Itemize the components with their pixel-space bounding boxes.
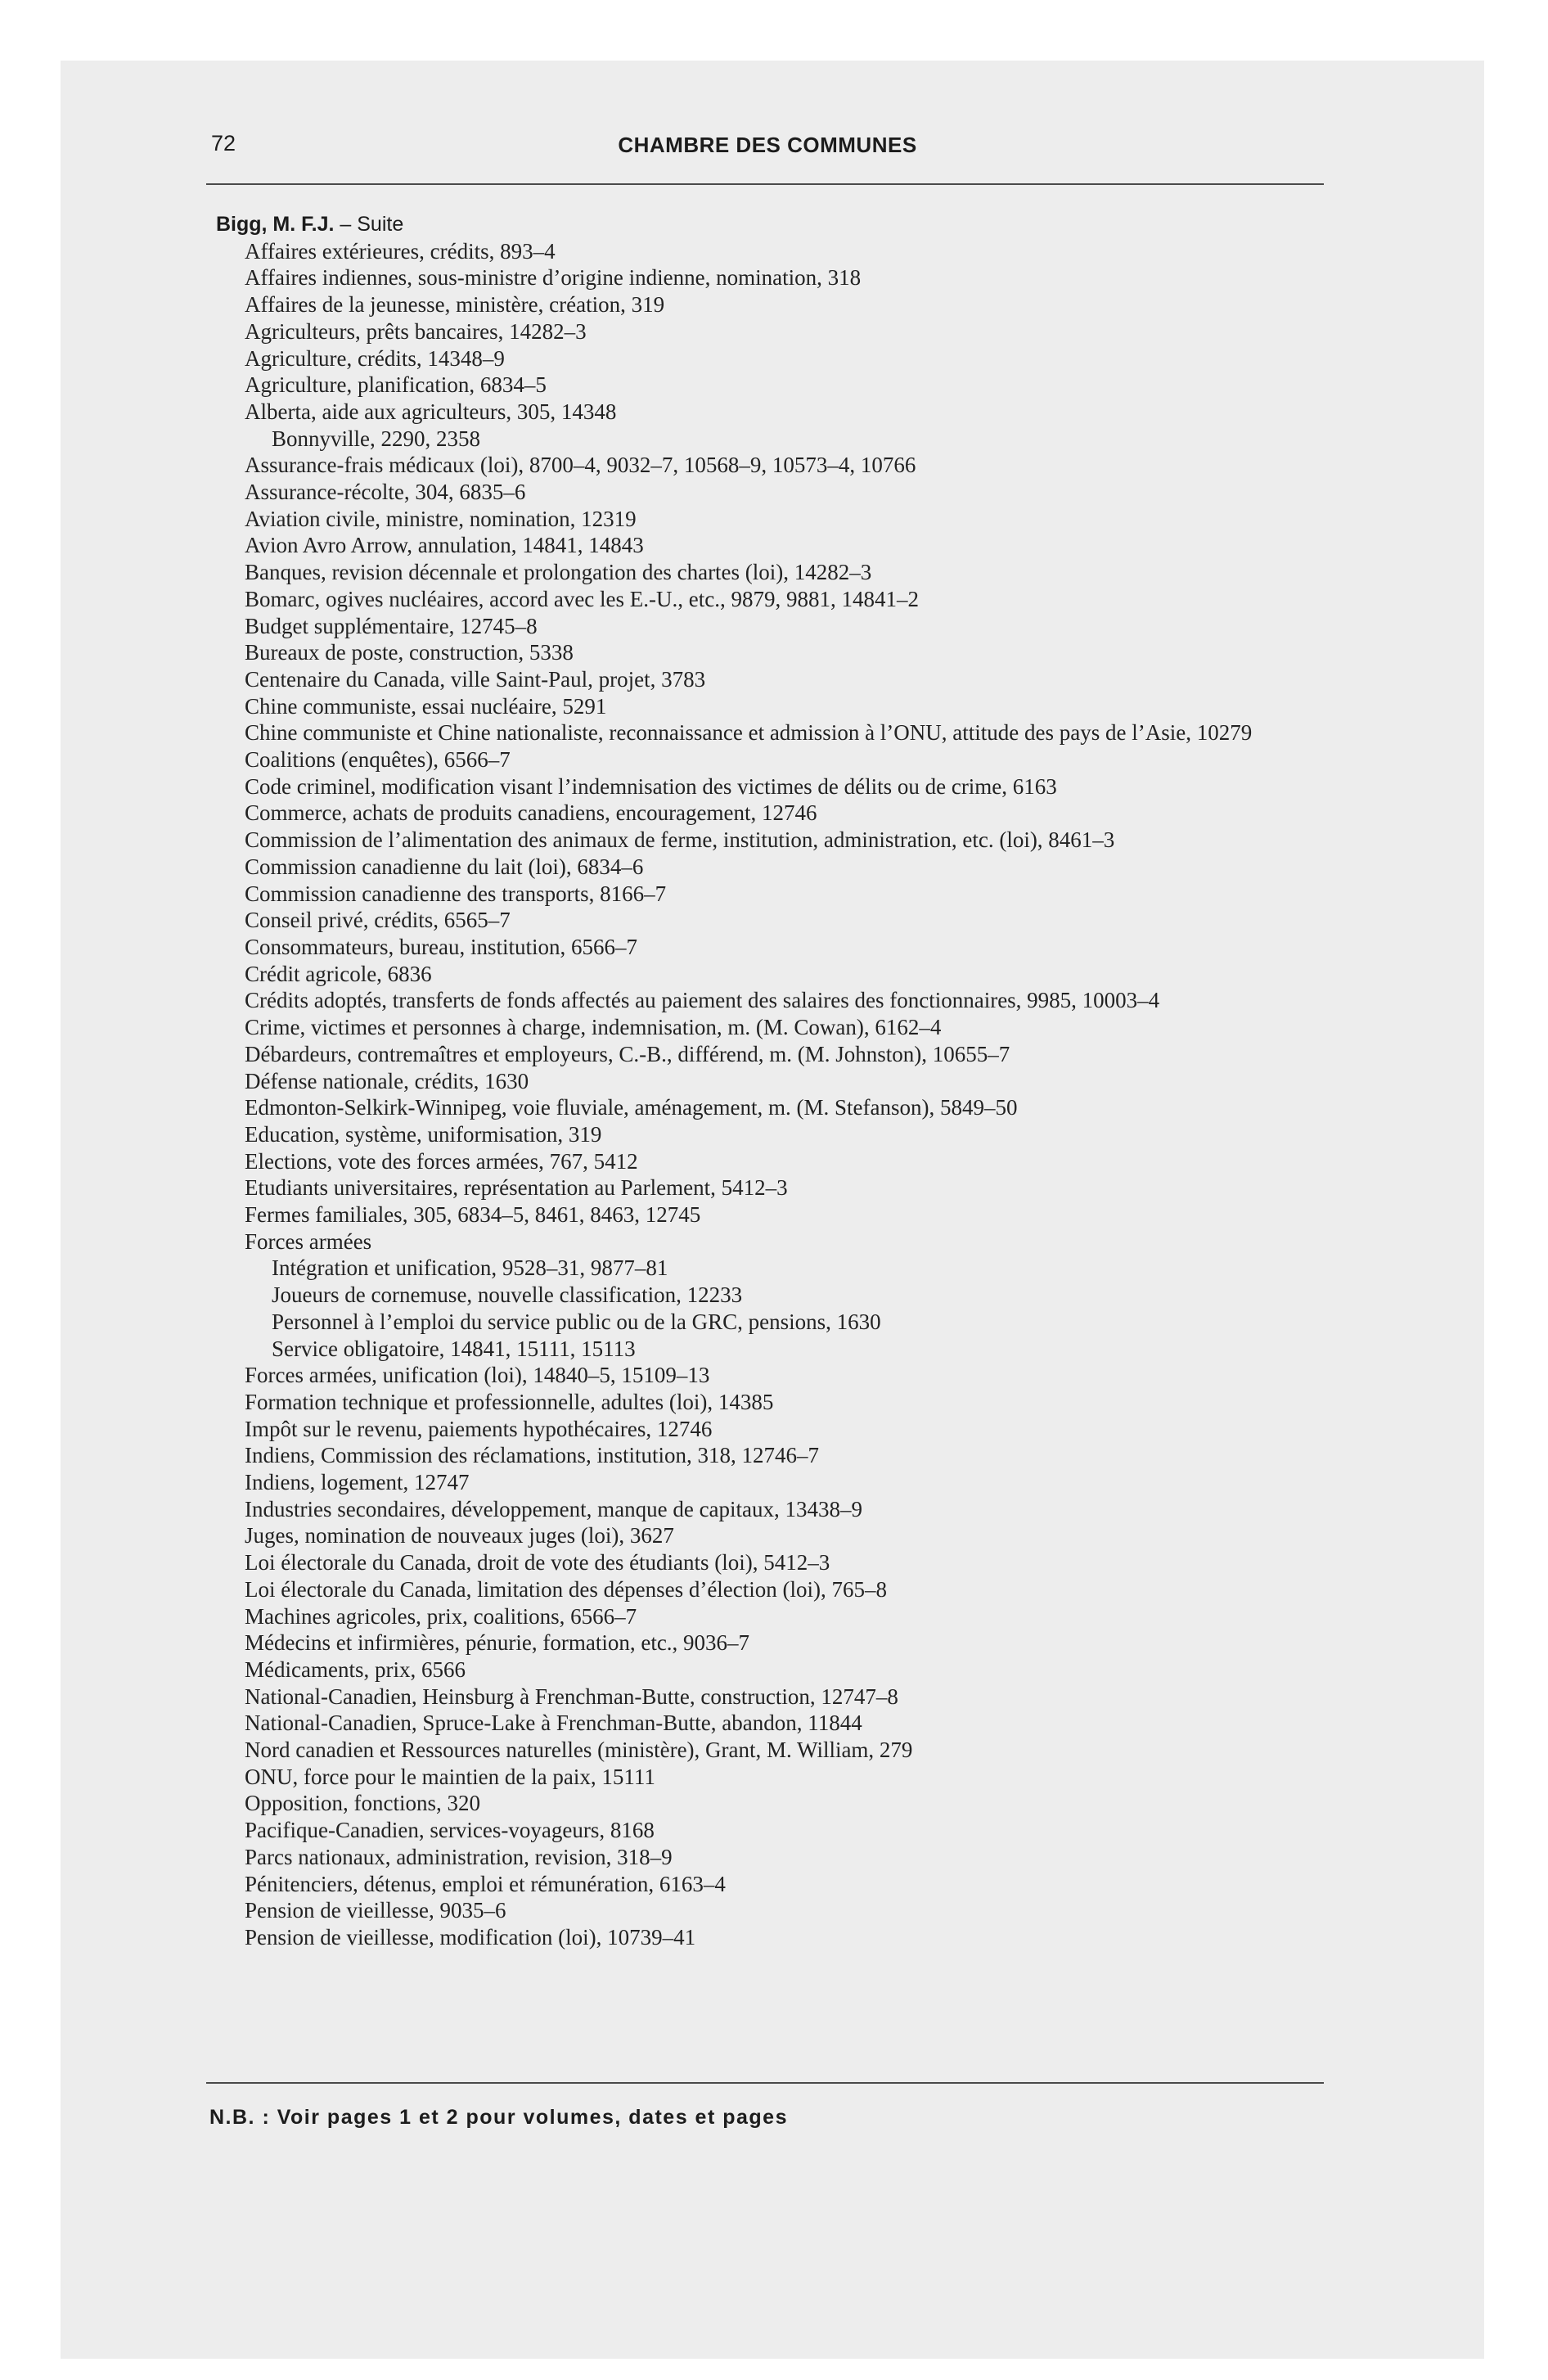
index-entry: Commission canadienne du lait (loi), 6834–6 — [245, 854, 644, 879]
index-entry: Loi électorale du Canada, droit de vote des étudiants (loi), 5412–3 — [245, 1550, 830, 1575]
index-entry: Conseil privé, crédits, 6565–7 — [245, 908, 511, 933]
index-entry: Juges, nomination de nouveaux juges (loi), 3627 — [245, 1523, 674, 1548]
index-entry: Crime, victimes et personnes à charge, indemnisation, m. (M. Cowan), 6162–4 — [245, 1015, 942, 1040]
index-entry: Formation technique et professionnelle, adultes (loi), 14385 — [245, 1389, 774, 1414]
index-entry: Elections, vote des forces armées, 767, 5412 — [245, 1148, 638, 1174]
index-column — [216, 211, 1329, 1951]
heading-name: Bigg, M. F.J. — [216, 213, 335, 236]
index-entry: Chine communiste, essai nucléaire, 5291 — [245, 693, 607, 719]
index-entry: National-Canadien, Spruce-Lake à Frenchman-Butte, abandon, 11844 — [245, 1711, 862, 1736]
index-entry: Forces armées, unification (loi), 14840–5, 15109–13 — [245, 1363, 710, 1388]
index-entry: Impôt sur le revenu, paiements hypothécaires, 12746 — [245, 1416, 713, 1441]
index-entry: Pension de vieillesse, 9035–6 — [245, 1898, 506, 1923]
index-entry: National-Canadien, Heinsburg à Frenchman-Butte, construction, 12747–8 — [245, 1684, 898, 1709]
index-entry: Nord canadien et Ressources naturelles (ministère), Grant, M. William, 279 — [245, 1738, 913, 1763]
footnote: N.B. : Voir pages 1 et 2 pour volumes, dates et pages — [209, 2106, 788, 2129]
index-entry: Commission canadienne des transports, 8166–7 — [245, 881, 667, 906]
index-subentry: Intégration et unification, 9528–31, 9877–81 — [272, 1255, 668, 1281]
index-entry: Indiens, logement, 12747 — [245, 1470, 470, 1495]
index-entry: Assurance-frais médicaux (loi), 8700–4, 9032–7, 10568–9, 10573–4, 10766 — [245, 453, 916, 478]
index-entry: Code criminel, modification visant l’indemnisation des victimes de délits ou de crime, 6163 — [245, 773, 1057, 799]
index-entry: Crédits adoptés, transferts de fonds affectés au paiement des salaires des fonctionnaires, 9985, 10003–4 — [245, 988, 1160, 1013]
index-entry: Bomarc, ogives nucléaires, accord avec les E.-U., etc., 9879, 9881, 14841–2 — [245, 586, 919, 611]
running-head: CHAMBRE DES COMMUNES — [618, 133, 917, 157]
index-entry: Médecins et infirmières, pénurie, formation, etc., 9036–7 — [245, 1630, 750, 1656]
index-entry: ONU, force pour le maintien de la paix, 15111 — [245, 1764, 655, 1789]
header-rule — [206, 183, 1324, 185]
index-entry: Etudiants universitaires, représentation au Parlement, 5412–3 — [245, 1175, 788, 1201]
index-entry: Agriculture, crédits, 14348–9 — [245, 345, 505, 371]
index-entry: Débardeurs, contremaîtres et employeurs, C.-B., différend, m. (M. Johnston), 10655–7 — [245, 1041, 1010, 1066]
index-entry: Budget supplémentaire, 12745–8 — [245, 613, 538, 638]
index-entry: Alberta, aide aux agriculteurs, 305, 14348 — [245, 399, 617, 424]
index-entry: Affaires de la jeunesse, ministère, création, 319 — [245, 292, 665, 318]
index-subentry: Personnel à l’emploi du service public ou de la GRC, pensions, 1630 — [272, 1309, 881, 1334]
index-entry: Education, système, uniformisation, 319 — [245, 1121, 602, 1147]
index-entry: Bureaux de poste, construction, 5338 — [245, 640, 574, 665]
index-entry: Edmonton-Selkirk-Winnipeg, voie fluviale, aménagement, m. (M. Stefanson), 5849–50 — [245, 1095, 1018, 1120]
index-entry: Crédit agricole, 6836 — [245, 961, 432, 986]
index-entry: Commerce, achats de produits canadiens, encouragement, 12746 — [245, 800, 817, 826]
index-entry: Centenaire du Canada, ville Saint-Paul, projet, 3783 — [245, 666, 706, 692]
index-entry: Affaires extérieures, crédits, 893–4 — [245, 238, 556, 264]
index-entry: Forces armées — [245, 1228, 372, 1254]
index-entry: Loi électorale du Canada, limitation des dépenses d’élection (loi), 765–8 — [245, 1576, 888, 1602]
index-entry: Avion Avro Arrow, annulation, 14841, 14843 — [245, 533, 644, 558]
index-entry: Agriculture, planification, 6834–5 — [245, 372, 547, 398]
heading-suffix: – Suite — [334, 213, 404, 236]
footer-rule — [206, 2082, 1324, 2084]
index-entry: Consommateurs, bureau, institution, 6566–7 — [245, 934, 637, 959]
index-entry: Défense nationale, crédits, 1630 — [245, 1068, 529, 1093]
index-entry: Pacifique-Canadien, services-voyageurs, 8168 — [245, 1818, 655, 1843]
index-entry: Indiens, Commission des réclamations, institution, 318, 12746–7 — [245, 1443, 819, 1468]
index-entry: Chine communiste et Chine nationaliste, reconnaissance et admission à l’ONU, attitude des pays de l’Asie, 10279 — [245, 720, 1253, 746]
index-entry: Pension de vieillesse, modification (loi), 10739–41 — [245, 1925, 696, 1950]
index-entry: Banques, revision décennale et prolongation des chartes (loi), 14282–3 — [245, 560, 872, 585]
index-entry: Affaires indiennes, sous-ministre d’origine indienne, nomination, 318 — [245, 265, 862, 291]
index-entry: Agriculteurs, prêts bancaires, 14282–3 — [245, 318, 587, 344]
index-entry: Pénitenciers, détenus, emploi et rémunération, 6163–4 — [245, 1871, 726, 1896]
index-subentry: Bonnyville, 2290, 2358 — [272, 426, 480, 451]
index-entry: Parcs nationaux, administration, revision, 318–9 — [245, 1844, 673, 1869]
page-number: 72 — [211, 131, 236, 156]
index-heading — [216, 211, 1329, 238]
index-subentry: Service obligatoire, 14841, 15111, 15113 — [272, 1336, 636, 1361]
index-entry: Commission de l’alimentation des animaux de ferme, institution, administration, etc. (loi), 8461–3 — [245, 827, 1115, 853]
index-subentry: Joueurs de cornemuse, nouvelle classification, 12233 — [272, 1282, 743, 1308]
index-entry: Industries secondaires, développement, manque de capitaux, 13438–9 — [245, 1496, 863, 1521]
index-entry: Coalitions (enquêtes), 6566–7 — [245, 747, 511, 773]
index-entry: Aviation civile, ministre, nomination, 12319 — [245, 506, 637, 531]
index-entry: Opposition, fonctions, 320 — [245, 1791, 480, 1816]
index-entry: Machines agricoles, prix, coalitions, 6566–7 — [245, 1603, 637, 1629]
index-entry: Médicaments, prix, 6566 — [245, 1657, 466, 1682]
index-entry: Assurance-récolte, 304, 6835–6 — [245, 480, 526, 505]
index-entry: Fermes familiales, 305, 6834–5, 8461, 8463, 12745 — [245, 1202, 701, 1228]
